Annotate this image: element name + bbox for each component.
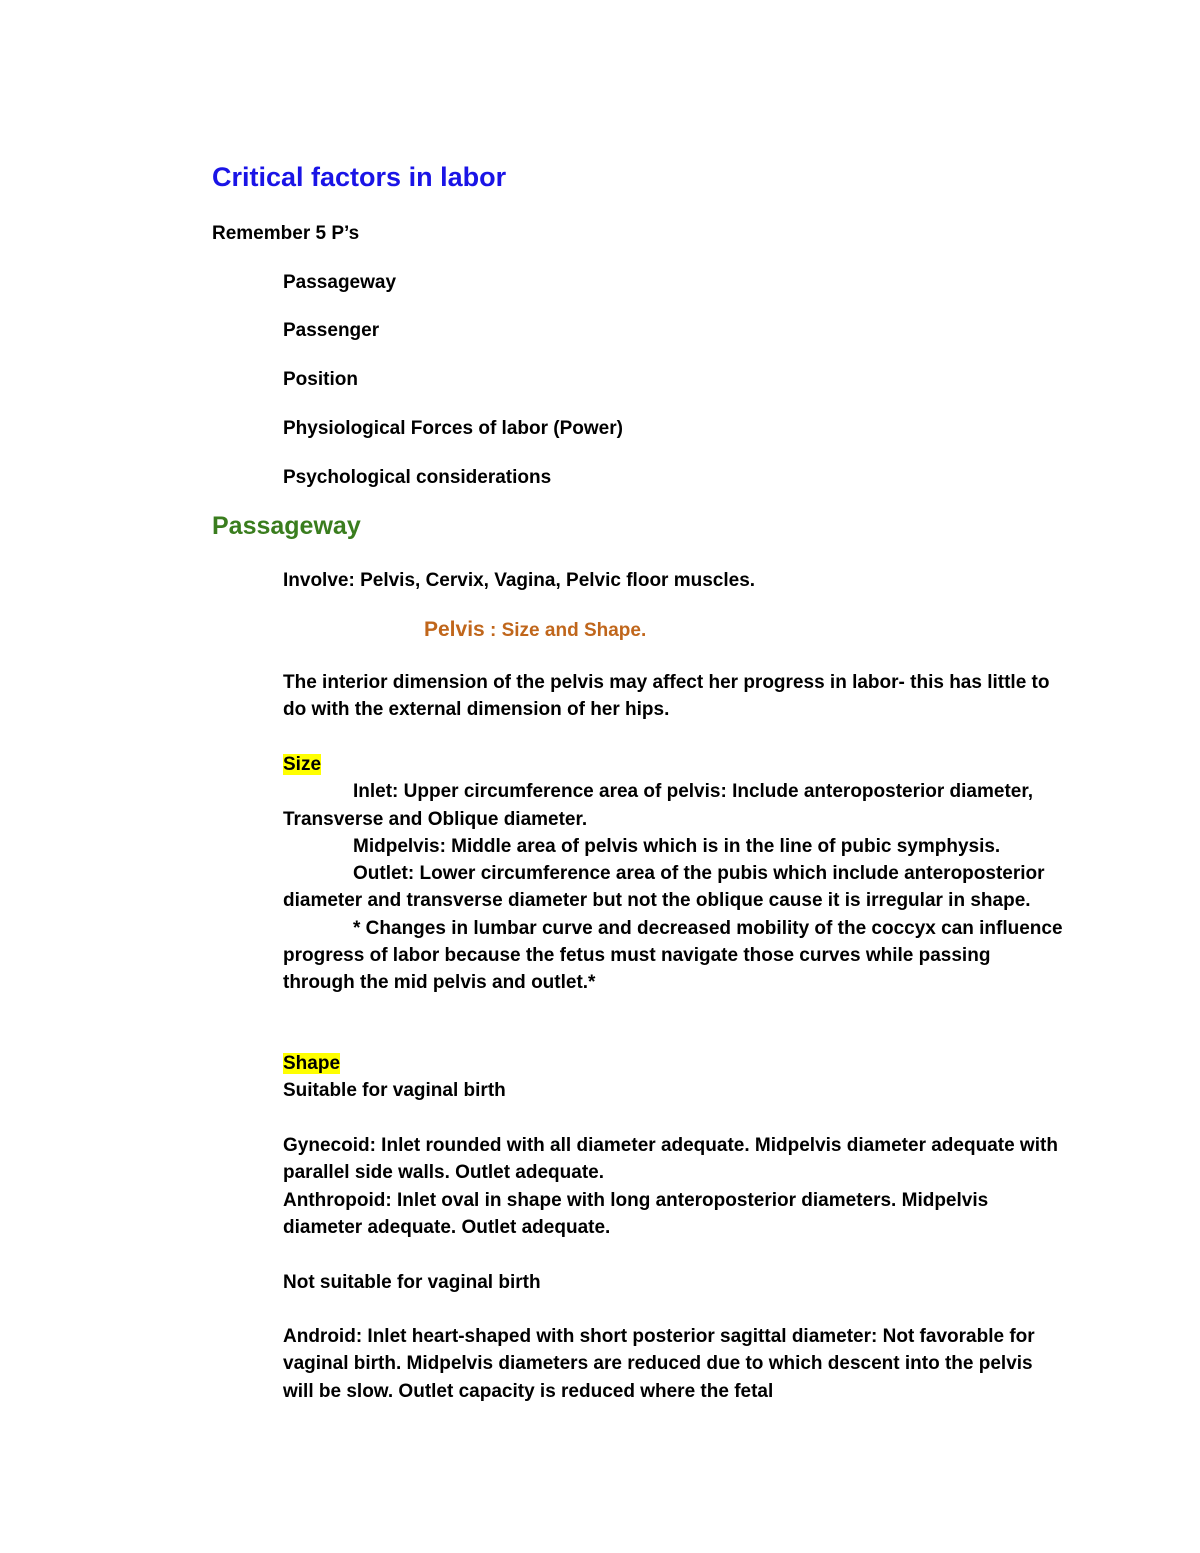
gynecoid-text: Gynecoid: Inlet rounded with all diameter adequate. Midpelvis diameter adequate with parallel side walls. Outlet adequate. [283,1135,1058,1184]
document-title: Critical factors in labor [212,162,507,192]
five-ps-item-psychological: Psychological considerations [283,467,552,488]
five-ps-item-passenger: Passenger [283,320,380,341]
suitable-label: Suitable for vaginal birth [283,1080,506,1102]
size-note-text: * Changes in lumbar curve and decreased mobility of the coccyx can influence progress of labor because the fetus must navigate those curves while passing through the mid pelvis and outlet.* [283,917,1063,994]
pelvis-subheading-rest: : Size and Shape. [484,620,647,641]
size-label: Size [283,754,322,775]
five-ps-item-position: Position [283,369,358,390]
pelvis-subheading [424,618,646,642]
shape-section [283,1050,1063,1105]
suitable-types [283,1132,1063,1241]
size-outlet-text: Outlet: Lower circumference area of the pubis which include anteroposterior diameter and transverse diameter but not the oblique cause it is irregular in shape. [283,863,1045,912]
size-section [283,751,1063,997]
not-suitable-label: Not suitable for vaginal birth [283,1272,541,1293]
five-ps-item-physiological-forces: Physiological Forces of labor (Power) [283,418,623,439]
involve-line: Involve: Pelvis, Cervix, Vagina, Pelvic floor muscles. [283,570,756,591]
size-inlet-text: Inlet: Upper circumference area of pelvis: Include anteroposterior diameter, Transverse and Oblique diameter. [283,781,1033,830]
shape-label: Shape [283,1053,341,1074]
five-ps-item-passageway: Passageway [283,272,397,293]
intro-line: Remember 5 P’s [212,223,360,244]
android-text: Android: Inlet heart-shaped with short posterior sagittal diameter: Not favorable for vaginal birth. Midpelvis diameters are reduced due to which descent into the pelvis will be slow. Outlet capacity is reduced where the fetal [283,1326,1035,1402]
interior-dimension-paragraph: The interior dimension of the pelvis may affect her progress in labor- this has little to do with the external dimension of her hips. [283,672,1050,721]
size-midpelvis-text: Midpelvis: Middle area of pelvis which is in the line of pubic symphysis. [353,835,1001,857]
pelvis-subheading-main: Pelvis [424,618,485,641]
passageway-heading: Passageway [212,512,361,540]
anthropoid-text: Anthropoid: Inlet oval in shape with long anteroposterior diameters. Midpelvis diameter adequate. Outlet adequate. [283,1189,989,1238]
